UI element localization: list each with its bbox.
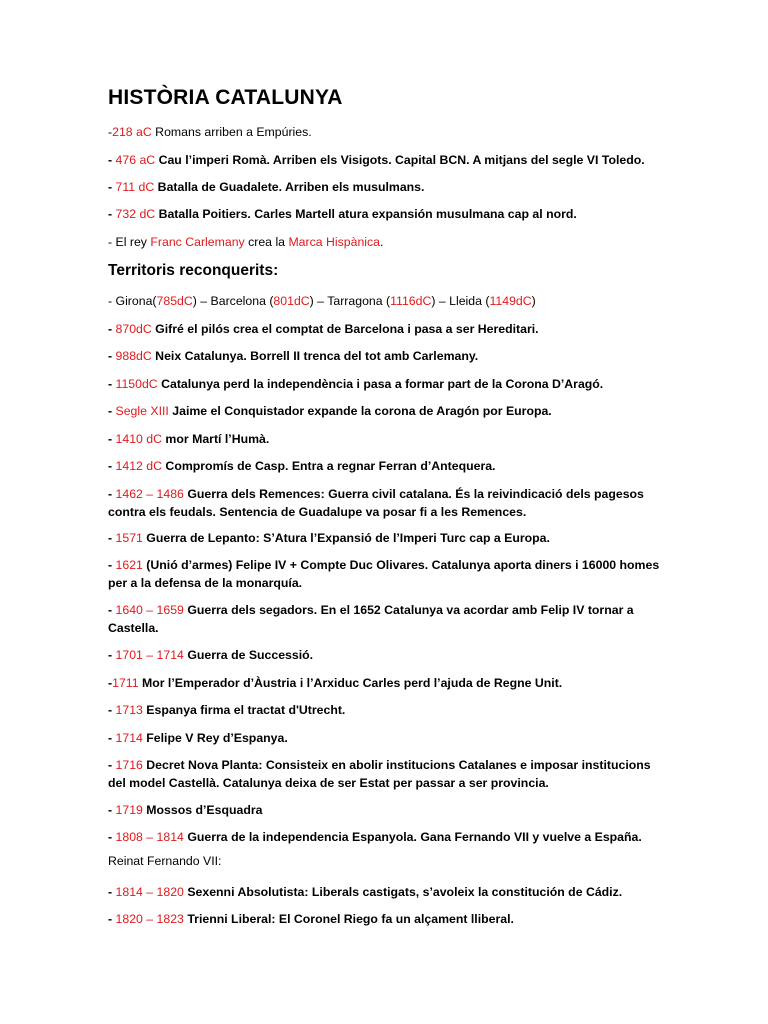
- item-text: ): [531, 294, 536, 308]
- date-highlight: 1713: [115, 703, 143, 717]
- date-highlight: 476 aC: [115, 153, 156, 167]
- item-text: Catalunya perd la independència i pasa a formar part de la Corona D’Aragó.: [157, 377, 604, 391]
- timeline-item: [108, 757, 668, 792]
- item-text: -: [108, 731, 116, 745]
- item-text: Trienni Liberal: El Coronel Riego fa un alçament lliberal.: [183, 912, 514, 926]
- item-text: -: [108, 758, 116, 772]
- date-highlight: 1719: [115, 803, 143, 817]
- item-text: -: [108, 487, 116, 501]
- item-text: Batalla de Guadalete. Arriben els musulmans.: [154, 180, 425, 194]
- timeline-item: [108, 403, 668, 421]
- date-highlight: 1410 dC: [115, 432, 163, 446]
- item-text: Cau l’imperi Romà. Arriben els Visigots. Capital BCN. A mitjans del segle VI Toledo.: [155, 153, 645, 167]
- date-highlight: 1701 – 1714: [115, 648, 184, 662]
- item-text: Felipe V Rey d’Espanya.: [142, 731, 288, 745]
- date-highlight: 1412 dC: [115, 459, 163, 473]
- item-text: -: [108, 180, 116, 194]
- item-text: -: [108, 207, 116, 221]
- item-text: -: [108, 125, 113, 139]
- item-text: ) – Lleida (: [431, 294, 490, 308]
- item-text: -: [108, 377, 116, 391]
- timeline-item: [108, 321, 668, 339]
- item-text: crea la: [244, 235, 289, 249]
- timeline-item: [108, 458, 668, 476]
- item-text: -: [108, 459, 116, 473]
- item-text: Jaime el Conquistador expande la corona de Aragón por Europa.: [168, 404, 552, 418]
- section-label: Reinat Fernando VII:: [108, 854, 222, 868]
- item-text: -: [108, 885, 116, 899]
- item-text: -: [108, 404, 116, 418]
- item-text: Gifré el pilós crea el comptat de Barcelona i pasa a ser Hereditari.: [151, 322, 539, 336]
- date-highlight: 1621: [115, 558, 143, 572]
- item-text: - Girona(: [108, 294, 157, 308]
- item-text: .: [380, 235, 384, 249]
- timeline-item: [108, 486, 668, 521]
- timeline-item: [108, 911, 668, 929]
- date-highlight: Marca Hispànica: [288, 235, 381, 249]
- item-text: Mor l’Emperador d’Àustria i l’Arxiduc Carles perd l’ajuda de Regne Unit.: [138, 676, 563, 690]
- date-highlight: 1716: [115, 758, 143, 772]
- item-text: Neix Catalunya. Borrell II trenca del tot amb Carlemany.: [151, 349, 479, 363]
- item-text: Guerra de Successió.: [183, 648, 314, 662]
- date-highlight: 1814 – 1820: [115, 885, 184, 899]
- date-highlight: 711 dC: [115, 180, 155, 194]
- date-highlight: 732 dC: [115, 207, 156, 221]
- item-text: -: [108, 153, 116, 167]
- date-highlight: Franc Carlemany: [150, 235, 245, 249]
- item-text: Batalla Poitiers. Carles Martell atura expansión musulmana cap al nord.: [155, 207, 577, 221]
- item-text: -: [108, 703, 116, 717]
- item-text: (Unió d’armes) Felipe IV + Compte Duc Olivares. Catalunya aporta diners i 16000 homes per a la defensa de la monarquía.: [108, 558, 660, 590]
- date-highlight: 1571: [115, 531, 143, 545]
- item-text: Sexenni Absolutista: Liberals castigats, s’avoleix la constitución de Cádiz.: [183, 885, 623, 899]
- timeline-item: [108, 730, 668, 748]
- timeline-item: [108, 675, 668, 693]
- timeline-item: [108, 152, 668, 170]
- timeline-item: [108, 348, 668, 366]
- timeline-item: [108, 431, 668, 449]
- date-highlight: 988dC: [115, 349, 152, 363]
- item-text: -: [108, 558, 116, 572]
- item-text: ) – Tarragona (: [309, 294, 391, 308]
- item-text: Mossos d’Esquadra: [142, 803, 263, 817]
- item-text: Guerra de Lepanto: S’Atura l’Expansió de l’Imperi Turc cap a Europa.: [142, 531, 550, 545]
- item-text: -: [108, 322, 116, 336]
- item-text: Decret Nova Planta: Consisteix en abolir institucions Catalanes e imposar institucions del model Castellà. Catalunya deixa de ser Estat per passar a ser provincia.: [108, 758, 651, 790]
- item-text: -: [108, 676, 113, 690]
- date-highlight: 801dC: [273, 294, 310, 308]
- timeline-item: [108, 206, 668, 224]
- item-text: Romans arriben a Empúries.: [151, 125, 312, 139]
- timeline-item: [108, 124, 668, 142]
- timeline-item: [108, 602, 668, 637]
- timeline-item: [108, 829, 668, 847]
- date-highlight: 1640 – 1659: [115, 603, 184, 617]
- item-text: - El rey: [108, 235, 151, 249]
- timeline-item: [108, 179, 668, 197]
- item-text: Espanya firma el tractat d'Utrecht.: [142, 703, 346, 717]
- timeline-item: [108, 802, 668, 820]
- timeline-item: [108, 376, 668, 394]
- item-text: -: [108, 349, 116, 363]
- page-title: HISTÒRIA CATALUNYA: [108, 86, 343, 109]
- item-text: Guerra dels segadors. En el 1652 Catalunya va acordar amb Felip IV tornar a Castella.: [108, 603, 634, 635]
- section-heading: Territoris reconquerits:: [108, 262, 279, 279]
- date-highlight: 785dC: [156, 294, 193, 308]
- item-text: mor Martí l’Humà.: [162, 432, 270, 446]
- date-highlight: 1116dC: [390, 294, 432, 308]
- timeline-item: [108, 702, 668, 720]
- date-highlight: 870dC: [115, 322, 152, 336]
- date-highlight: 1820 – 1823: [115, 912, 184, 926]
- date-highlight: 1150dC: [115, 377, 158, 391]
- item-text: -: [108, 830, 116, 844]
- item-text: ) – Barcelona (: [192, 294, 274, 308]
- date-highlight: 1711: [112, 676, 139, 690]
- item-text: -: [108, 531, 116, 545]
- timeline-item: [108, 557, 668, 592]
- timeline-item: [108, 647, 668, 665]
- item-text: Compromís de Casp. Entra a regnar Ferran d’Antequera.: [162, 459, 496, 473]
- date-highlight: 1808 – 1814: [115, 830, 184, 844]
- date-highlight: 1714: [115, 731, 143, 745]
- item-text: -: [108, 912, 116, 926]
- item-text: -: [108, 432, 116, 446]
- item-text: -: [108, 603, 116, 617]
- date-highlight: 1149dC: [489, 294, 532, 308]
- item-text: -: [108, 648, 116, 662]
- timeline-item: [108, 884, 668, 902]
- timeline-item: [108, 530, 668, 548]
- item-text: Guerra dels Remences: Guerra civil catalana. És la reivindicació dels pagesos contra els feudals. Sentencia de Guadalupe va posar fi a les Remences.: [108, 487, 644, 519]
- item-text: -: [108, 803, 116, 817]
- date-highlight: 1462 – 1486: [115, 487, 184, 501]
- timeline-item: [108, 234, 668, 252]
- item-text: Guerra de la independencia Espanyola. Gana Fernando VII y vuelve a España.: [183, 830, 642, 844]
- date-highlight: 218 aC: [112, 125, 152, 139]
- timeline-item: [108, 293, 668, 311]
- date-highlight: Segle XIII: [115, 404, 169, 418]
